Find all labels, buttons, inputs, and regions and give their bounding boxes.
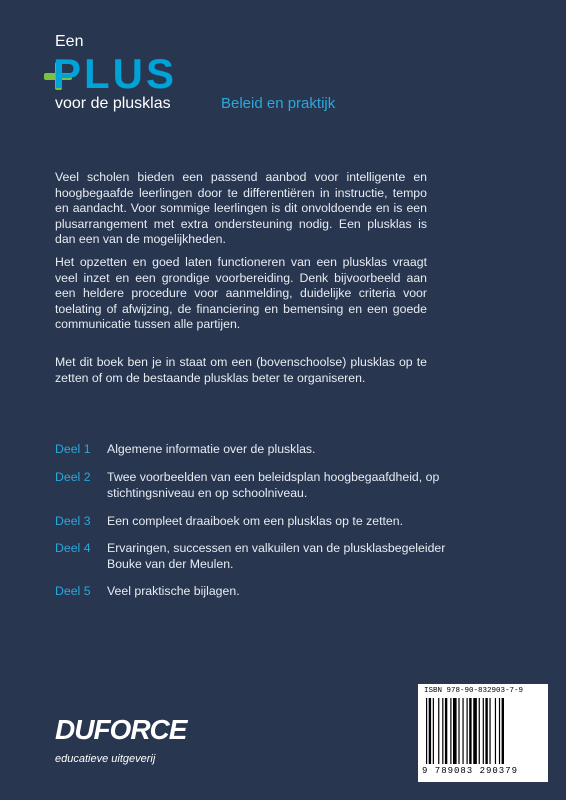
paragraph-2: Het opzetten en goed laten functioneren van een plusklas vraagt veel inzet en een grondige voorbereiding. Denk bijvoorbeeld aan een heldere procedure voor aanmelding, duidelijke criteria voor toelating of afwijzing, de financiering en bemensing en een goede communicatie tussen alle partijen. xyxy=(55,255,427,331)
part-label: Deel 4 xyxy=(55,541,91,555)
subtitle: Beleid en praktijk xyxy=(221,95,336,112)
part-text: Algemene informatie over de plusklas. xyxy=(107,442,316,456)
title-voor: voor de plusklas xyxy=(55,95,171,112)
paragraph-1: Veel scholen bieden een passend aanbod voor intelligente en hoogbegaafde leerlingen door te differentiëren in instructie, tempo en aandacht. Voor sommige leerlingen is dit onvoldoende en is een plusarrangement met extra ondersteuning nodig. Een plusklas is dan een van de mogelijkheden. xyxy=(55,170,427,246)
publisher-tagline: educatieve uitgeverij xyxy=(55,753,156,765)
isbn-label: ISBN 978-90-832903-7-9 xyxy=(424,687,524,695)
barcode-digits: 9 789083 290379 xyxy=(422,766,519,776)
part-label: Deel 3 xyxy=(55,514,91,528)
publisher-logo: DUFORCE xyxy=(55,714,187,745)
paragraph-3: Met dit boek ben je in staat om een (bovenschoolse) plusklas op te zetten of om de bestaande plusklas beter te organiseren. xyxy=(55,355,427,385)
part-text: Twee voorbeelden van een beleidsplan hoogbegaafdheid, op stichtingsniveau en op schoolniveau. xyxy=(107,470,440,500)
part-label: Deel 2 xyxy=(55,470,91,484)
barcode-bars xyxy=(426,698,540,764)
part-label: Deel 1 xyxy=(55,442,91,456)
part-text: Een compleet draaiboek om een plusklas op te zetten. xyxy=(107,514,403,528)
title-plus: PLUS xyxy=(53,50,178,97)
title-een: Een xyxy=(55,33,84,50)
part-text: Veel praktische bijlagen. xyxy=(107,584,240,598)
part-text: Ervaringen, successen en valkuilen van de plusklasbegeleider Bouke van der Meulen. xyxy=(107,541,446,571)
barcode xyxy=(418,684,548,782)
part-label: Deel 5 xyxy=(55,584,91,598)
